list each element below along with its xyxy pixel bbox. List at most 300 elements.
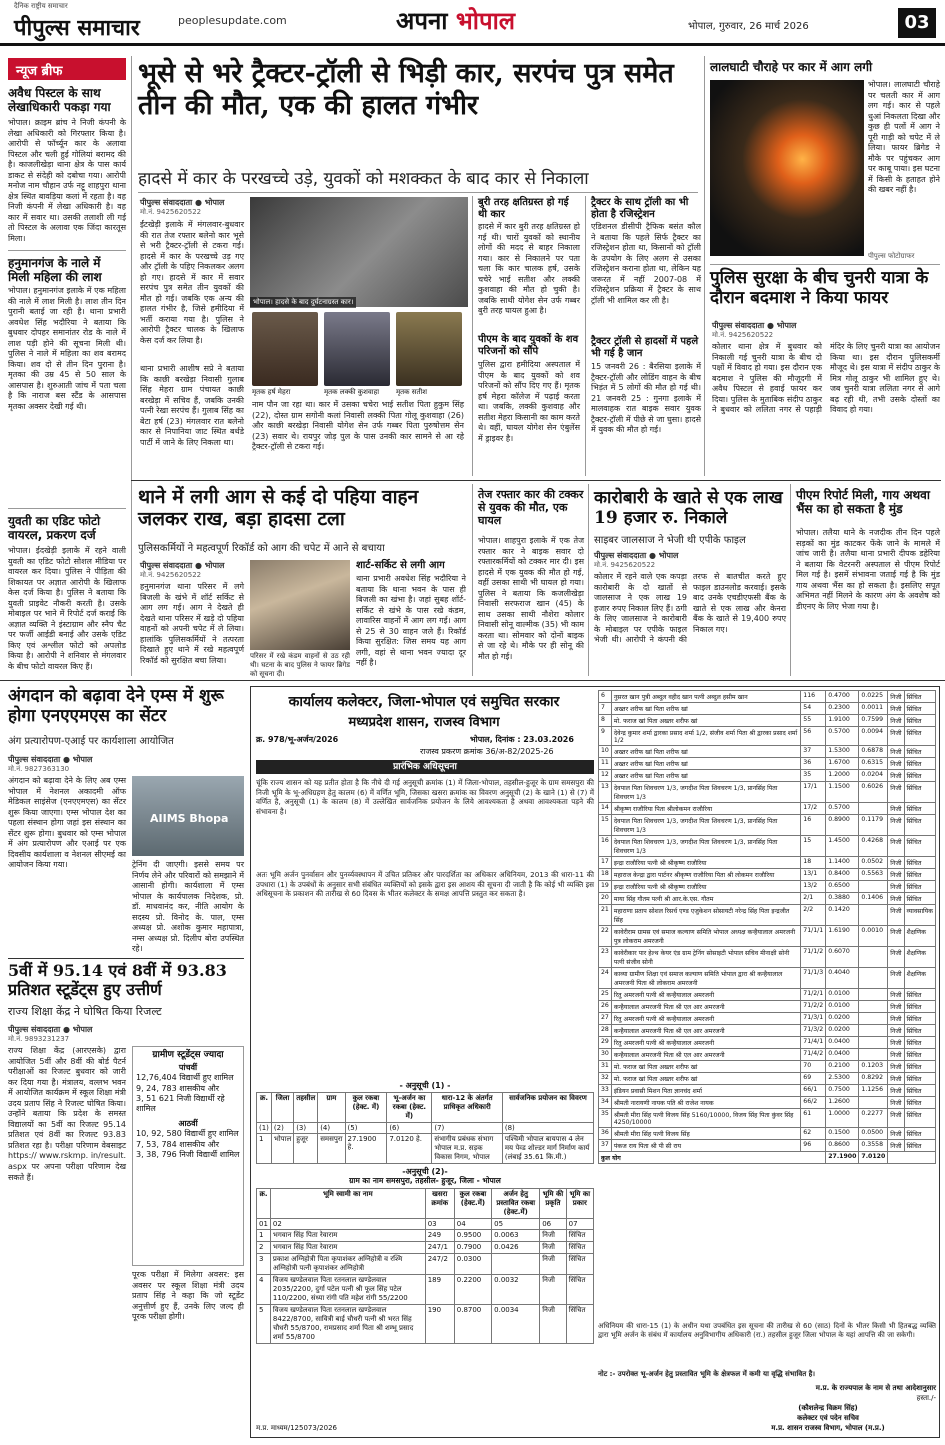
schedule-1-table xyxy=(256,1092,594,1164)
lead-mobile: मो.नं. 9425620522 xyxy=(140,208,202,216)
table-cell: 22 xyxy=(599,926,612,947)
table-cell: सिंचित xyxy=(904,857,935,869)
table-cell: निजी xyxy=(540,1242,566,1254)
table-row xyxy=(257,1254,594,1275)
table-cell: 0.4268 xyxy=(859,836,888,857)
table-row xyxy=(599,758,936,770)
table-cell: 19 xyxy=(599,881,612,893)
table-cell: 190 xyxy=(425,1305,454,1344)
table-cell: 0.0094 xyxy=(859,727,888,746)
table-cell: 0.8600 xyxy=(826,1140,859,1152)
table-cell: निजी xyxy=(888,703,904,715)
table-cell xyxy=(859,881,888,893)
table-cell: निजी xyxy=(888,715,904,727)
table-cell: सिंचित xyxy=(904,691,935,703)
table-row xyxy=(599,1025,936,1037)
table-row xyxy=(599,1073,936,1085)
table-cell: 18 xyxy=(599,869,612,881)
divider xyxy=(8,508,126,509)
table-cell: (7) xyxy=(432,1123,502,1134)
table-cell: 71/4/2 xyxy=(801,1049,826,1061)
table-cell: 1.5300 xyxy=(826,746,859,758)
table-cell: भगवान सिंह पिता रेवाराम xyxy=(270,1242,425,1254)
table-cell: श्रीमती मीरा सिंह पत्नी विजय सिंह 5160/10000, विजय सिंह पिता कुंवर सिंह 4250/10000 xyxy=(611,1109,800,1128)
table-cell: काव्या ग्रामीण शिक्षा एवं समाज कल्याण समिति भोपाल द्वारा श्री कन्हैयालाल अमरजनी पिता श्री लोकराम अमरजनी xyxy=(611,968,800,989)
table-cell: 71/2/2 xyxy=(801,1001,826,1013)
notice-footer-ref: म.प्र. माध्यम/125073/2026 xyxy=(256,1424,337,1432)
table-cell: कुल योग xyxy=(599,1152,826,1164)
table-cell: सिंचित xyxy=(904,727,935,746)
table-cell: 0.1500 xyxy=(826,1128,859,1140)
table-cell: 35 xyxy=(599,1109,612,1128)
table-cell: निजी xyxy=(888,815,904,836)
table-cell: 02 xyxy=(270,1219,425,1230)
table-cell: भगवान सिंह पिता रेवाराम xyxy=(270,1230,425,1242)
table-cell: निजी xyxy=(888,881,904,893)
table-cell: सिंचित xyxy=(904,770,935,782)
thana-fire-caption: परिसर में रखे कंडम वाहनों से उठ रही थी। घटना के बाद पुलिस ने फायर ब्रिगेड को सूचना दी। xyxy=(250,652,350,679)
table-cell: नुसरत खान पुत्री अब्दुल वहीद खान पत्नी अब्दुल हसीम खान xyxy=(611,691,800,703)
table-cell: 4 xyxy=(257,1275,271,1305)
table-cell: 0.6878 xyxy=(859,746,888,758)
table-row xyxy=(599,1061,936,1073)
table-cell: 0.7900 xyxy=(454,1242,491,1254)
table-cell: 0.6026 xyxy=(859,782,888,803)
aiims-photo-label: AIIMS Bhopa xyxy=(150,812,229,825)
notice-title-2: मध्यप्रदेश शासन, राजस्व विभाग xyxy=(348,715,500,730)
notice-officer-dept: म.प्र. शासन राजस्व विभाग, भोपाल (म.प्र.) xyxy=(771,1424,885,1432)
table-cell: 16 xyxy=(599,836,612,857)
board-result-subhead: राज्य शिक्षा केंद्र ने घोषित किया रिजल्ट xyxy=(8,1005,162,1018)
table-cell: 04 xyxy=(454,1219,491,1230)
table-cell: सिंचित xyxy=(904,869,935,881)
table-row xyxy=(257,1275,594,1305)
lead-side2-title: पीएम के बाद युवकों के शव परिजनों को सौंपे xyxy=(478,334,579,357)
table-cell: 0.0011 xyxy=(859,703,888,715)
schedule-1-title: - अनुसूची (1) - xyxy=(399,1081,451,1090)
table-cell: 0.1420 xyxy=(826,905,859,926)
fifth-stat-1: 12,76,404 विद्यार्थी हुए शामिल xyxy=(136,1073,234,1083)
notice-title: कार्यालय कलेक्टर, जिला-भोपाल एवं समुचित सरकार xyxy=(288,694,560,710)
table-cell: निजी xyxy=(888,836,904,857)
table-cell xyxy=(859,1025,888,1037)
table-cell: शैक्षणिक xyxy=(904,968,935,989)
table-cell: 249 xyxy=(425,1230,454,1242)
table-header: भूमि की प्रकृति xyxy=(540,1189,566,1219)
table-row xyxy=(599,1037,936,1049)
table-cell: सिंचित xyxy=(904,1109,935,1128)
lead-side-text: हादसे में कार बुरी तरह क्षतिग्रस्त हो गई थी। चारों युवकों को स्थानीय लोगों की मदद से बाहर निकाला गया। कार से निकालने पर पता चला कि कार चालक हर्ष, उसके चचेरे भाई सतीश और लक्की कुशवाहा की मौत हो चुकी है। जबकि साथी योगेश सेन उर्फ गब्बर बुरी तरह घायल हुआ है। xyxy=(478,222,580,316)
table-cell: निजी xyxy=(888,1049,904,1061)
table-cell xyxy=(859,1097,888,1109)
eighth-stat-1: 10, 92, 580 विद्यार्थी हुए शामिल xyxy=(136,1129,239,1139)
table-row xyxy=(599,703,936,715)
table-cell: 14 xyxy=(599,803,612,815)
chunri-headline: पुलिस सुरक्षा के बीच चुनरी यात्रा के दौरान बदमाश ने किया फायर xyxy=(710,268,929,309)
table-cell: 0.0502 xyxy=(859,857,888,869)
column-divider xyxy=(585,196,586,476)
website-link[interactable]: peoplesupdate.com xyxy=(178,14,287,27)
notice-case-no: राजस्व प्रकरण क्रमांक 36/अ-82/2025-26 xyxy=(420,747,554,756)
table-cell: विजय खण्डेलवाल पिता रतनलाल खण्डेलवाल 8422/8700, सावित्री बाई चौधरी पत्नी श्री भरत सिंह चौधरी 55/8700, रामप्रसाद शर्मा पिता श्री शम्भू प्रसाद शर्मा 55/8700 xyxy=(270,1305,425,1344)
table-cell: अख्तर शरीफ खां पिता शरीफ खां xyxy=(611,746,800,758)
brief-2-text: भोपाल। हनुमानगंज इलाके में एक महिला की नाले में लाश मिली है। लाश तीन दिन पुरानी बताई जा रही है। थाना प्रभारी अवधेश सिंह भदौरिया ने बताया कि बुधवार दोपहर समानांतर रोड के नाले में लाश पड़ी होने की सूचना मिली थी। पुलिस ने नाले में महिला का शव बरामद किया। शव दो से तीन दिन पुराना है। मृतका की उम्र 45 से 50 साल के आसपास है। शुरुआती जांच में पता चला है कि नाराज बस स्टैंड के आसपास मृतका अक्सर देखी गई थी। xyxy=(8,286,126,412)
table-cell: 01 xyxy=(257,1219,271,1230)
table-cell: 24 xyxy=(599,968,612,989)
table-cell: 17 xyxy=(599,857,612,869)
table-cell: सिंचित xyxy=(904,1001,935,1013)
table-header: क्र. xyxy=(257,1189,271,1219)
table-cell: संभागीय प्रबंधक संभाग भोपाल म.प्र. सड़क विकास निगम, भोपाल xyxy=(432,1134,502,1164)
table-cell: 0.0200 xyxy=(826,1025,859,1037)
newspaper-logo: पीपुल्स समाचार xyxy=(14,15,140,41)
table-cell: विजय खण्डेलवाल पिता रतनलाल खण्डेलवाल 2035/2200, दुर्गा पटेल पत्नी श्री फूल सिंह पटेल 110/2200, संध्या रांगी पति महेश रांगी 55/2200 xyxy=(270,1275,425,1305)
table-header: कुल रकबा (हेक्ट. में) xyxy=(345,1093,387,1123)
table-cell: 06 xyxy=(540,1219,566,1230)
total-row xyxy=(599,1152,936,1164)
column-divider xyxy=(790,484,791,676)
board-note: पूरक परीक्षा में मिलेगा अवसर: इस अवसर पर स्कूल शिक्षा मंत्री उदय प्रताप सिंह ने कहा कि जो स्टूडेंट अनुत्तीर्ण हुए हैं, उनके लिए जल्द ही पूरक परीक्षा होगी। xyxy=(132,1270,244,1322)
table-cell: पश्चिमी भोपाल बायपास 4 लेन मय पेव्ड शोल्डर मार्ग निर्माण कार्य (लंबाई 35.61 कि.मी.) xyxy=(502,1134,593,1164)
table-cell: 32 xyxy=(599,1073,612,1085)
table-cell: (3) xyxy=(294,1123,318,1134)
table-cell: 0.0100 xyxy=(826,1001,859,1013)
table-cell: निजी xyxy=(888,1037,904,1049)
table-cell: 25 xyxy=(599,989,612,1001)
lead-side2-text: पुलिस द्वारा हमीदिया अस्पताल में पीएम के बाद युवकों को शव परिजनों को सौंप दिए गए हैं। मृतक हर्ष मेहरा कॉलेज में पढ़ाई करता था। जबकि, लक्की कुशवाह और सतीश मेहरा किसानी का काम करते थे। वहीं, घायल योगेश सेन एंबुलेंस में ड्राइवर है। xyxy=(478,360,580,443)
schedule-2-title: -अनुसूची (2)- xyxy=(402,1167,448,1176)
table-cell: 2/2 xyxy=(801,905,826,926)
table-cell: इन्द्रा राजौरिया पत्नी श्री श्रीकृष्ण राजौरिया xyxy=(611,857,800,869)
table-cell: निजी xyxy=(888,1073,904,1085)
table-cell: सिंचित xyxy=(904,1085,935,1097)
fraud-headline: कारोबारी के खाते से एक लाख 19 हजार रु. निकाले xyxy=(594,488,783,529)
previous-accidents-title: ट्रैक्टर ट्रॉली से हादसों में पहले भी गई है जान xyxy=(591,336,699,359)
table-row xyxy=(599,1013,936,1025)
table-cell: निजी xyxy=(888,727,904,746)
rural-box-title: ग्रामीण स्टूडेंट्स ज्यादा xyxy=(152,1050,224,1060)
table-cell xyxy=(859,1013,888,1025)
table-cell: 20 xyxy=(599,893,612,905)
table-cell: निजी xyxy=(888,1085,904,1097)
table-row xyxy=(599,968,936,989)
table-cell: निजी xyxy=(888,869,904,881)
table-cell: (2) xyxy=(271,1123,293,1134)
table-cell: 61 xyxy=(801,1109,826,1128)
fifth-stat-3: 3, 51 621 निजी विद्यार्थी रहे शामिल xyxy=(136,1093,225,1114)
table-cell: 0.0300 xyxy=(454,1254,491,1275)
table-cell: 1.6190 xyxy=(826,926,859,947)
table-cell: शैक्षणिक xyxy=(904,926,935,947)
table-cell: निजी xyxy=(888,803,904,815)
schedule-1-number-row xyxy=(257,1123,594,1134)
table-cell: कावेरीराम ग्रामस एवं समाज कल्याण समिति भोपाल अध्यक्ष कन्हैयालाल अमरजनी पुत्र लोकराम अमरजनी xyxy=(611,926,800,947)
table-cell: निजी xyxy=(888,893,904,905)
table-row xyxy=(599,1128,936,1140)
table-cell: 30 xyxy=(599,1049,612,1061)
dateline: भोपाल, गुरुवार, 26 मार्च 2026 xyxy=(688,21,809,32)
table-cell: सिंचित xyxy=(904,1037,935,1049)
table-cell: सिंचित xyxy=(904,881,935,893)
table-cell: सिंचित xyxy=(904,703,935,715)
table-row xyxy=(257,1230,594,1242)
table-cell: 15 xyxy=(599,815,612,836)
table-cell: 27.1900 हे. xyxy=(345,1134,387,1164)
car-fire-photo xyxy=(710,80,864,256)
table-cell xyxy=(859,905,888,926)
table-cell: कावेरीकार पार हेल्थ केयर एंड ग्राम ट्रेनिंग सोसाइटी भोपाल सचिव मीनाक्षी सोनी पत्नी संजीव सोनी xyxy=(611,947,800,968)
table-cell: 71/1/1 xyxy=(801,926,826,947)
fifth-stat-2: 9, 24, 783 शासकीय और xyxy=(136,1083,220,1093)
notice-officer-title: कलेक्टर एवं पदेन सचिव xyxy=(797,1414,859,1422)
table-cell: 0.8900 xyxy=(826,815,859,836)
table-row xyxy=(599,803,936,815)
fraud-mobile: मो.नं. 9425620522 xyxy=(594,561,656,569)
table-cell xyxy=(859,1001,888,1013)
table-row xyxy=(599,926,936,947)
table-cell: 66/1 xyxy=(801,1085,826,1097)
board-text: राज्य शिक्षा केंद्र (आरएसके) द्वारा आयोजित 5वीं और 8वीं की बोर्ड पैटर्न परीक्षाओं का रिजल्ट बुधवार को जारी कर दिया गया है। मंत्रालय, वल्लभ भवन में आयोजित कार्यक्रम में स्कूल शिक्षा मंत्री उदय प्रताप सिंह ने रिजल्ट घोषित किया। उन्होंने बताया कि प्रदेश के समस्त विद्यालयों का 5वीं का रिजल्ट 95.14 प्रतिशत एवं 8वीं का रिजल्ट 93.83 प्रतिशत रहा है। परीक्षा परिणाम वेबसाइट https:// www.rskmp. in/result. aspx पर अपना परीक्षा परिणाम देख सकते हैं। xyxy=(8,1046,126,1182)
board-mobile: मो.नं. 9893231237 xyxy=(8,1035,70,1043)
previous-accidents-text: 15 जनवरी 26 : बैरसिया इलाके में ट्रैक्टर-ट्रॉली और लोडिंग वाहन के बीच भिड़ंत में 5 लोगों की मौत हो गई थी। 21 जनवरी 25 : गुनगा इलाके में मालवाहक रात बाइक सवार युवक ट्रैक्टर-ट्रॉली में पीछे से जा घुसा। हादसे में युवक की मौत हो गई। xyxy=(591,362,701,435)
table-cell: (1) xyxy=(257,1123,272,1134)
divider xyxy=(8,250,126,251)
lead-side-title: बुरी तरह क्षतिग्रस्त हो गई थी कार xyxy=(478,197,569,220)
table-row xyxy=(257,1134,594,1164)
table-cell: 1 xyxy=(257,1134,272,1164)
table-cell: 0.4040 xyxy=(826,968,859,989)
table-cell: शैक्षणिक xyxy=(904,947,935,968)
lead-headline: भूसे से भरे ट्रैक्टर-ट्रॉली से भिड़ी कार, सरपंच पुत्र समेत तीन की मौत, एक की हालत गंभीर xyxy=(138,58,674,121)
rural-students-box xyxy=(132,1046,244,1266)
table-cell: 71/3/1 xyxy=(801,1013,826,1025)
notice-date: भोपाल, दिनांक : 23.03.2026 xyxy=(470,735,574,744)
table-cell: 116 xyxy=(801,691,826,703)
schedule-1-header-row xyxy=(257,1093,594,1123)
table-cell: श्रीमती मीरा सिंह पत्नी विजय सिंह xyxy=(611,1128,800,1140)
table-cell: निजी xyxy=(888,1097,904,1109)
table-header: भूमि का प्रकार xyxy=(566,1189,593,1219)
table-row xyxy=(599,715,936,727)
table-header: ग्राम xyxy=(318,1093,345,1123)
table-cell: 8 xyxy=(599,715,612,727)
table-cell: सिंचित xyxy=(904,1140,935,1152)
table-cell xyxy=(859,968,888,989)
divider xyxy=(8,958,244,959)
table-cell: 1.0000 xyxy=(826,1109,859,1128)
table-cell: 0.2277 xyxy=(859,1109,888,1128)
table-cell: 0.4700 xyxy=(826,691,859,703)
lead-column-1: ईंटखेड़ी इलाके में मंगलवार-बुधवार की रात तेज रफ्तार बलेनो कार भूसे से भरी ट्रैक्टर-ट्रॉली से टकरा गई। हादसे में कार के परखच्चे उड़ गए और ट्रॉली के पहिए निकलकर अलग हो गए। हादसे में कार में सवार सरपंच पुत्र समेत तीन युवकों की मौत हो गई। जबकि एक अन्य की हालत गंभीर है, जिसे हमीदिया में भर्ती कराया गया है। पुलिस ने आरोपी ट्रैक्टर चालक के खिलाफ केस दर्ज कर लिया है। xyxy=(140,220,244,346)
table-cell: 71/1/2 xyxy=(801,947,826,968)
table-cell: 0.2300 xyxy=(826,703,859,715)
victim-name-1: मृतक हर्ष मेहरा xyxy=(252,388,291,396)
table-row xyxy=(599,1085,936,1097)
table-cell: देवपाल पिता शिवचरण 1/3, जगदीश पिता शिवचरण 1/3, प्रानसिंह पिता शिवचरण 1/3 xyxy=(611,836,800,857)
table-cell: निजी xyxy=(888,905,904,926)
table-row xyxy=(599,1109,936,1128)
lead-column-3: नाम पौन जा रहा था। कार में उसका चचेरा भाई सतीश पिता हुकुम सिंह (22), दोस्त ग्राम सगोनी कलां निवासी लक्की पिता गोलू कुशवाहा (26) और काछी बरखेड़ा निवासी योगेश सेन उर्फ गब्बर पिता पुरुषोत्तम सेन (23) सवार थे। रायपुर जोड़ पुल के पास उनकी कार सामने से आ रहे ट्रैक्टर-ट्रॉली से टकरा गई। xyxy=(252,400,464,452)
lead-byline: पीपुल्स संवाददाता ● भोपाल xyxy=(140,198,225,207)
table-cell xyxy=(859,1049,888,1061)
table-cell: निजी xyxy=(888,989,904,1001)
notice-officer-name: (कौशलेन्द्र विक्रम सिंह) xyxy=(798,1404,858,1412)
table-row xyxy=(599,727,936,746)
table-cell: 0.0225 xyxy=(859,691,888,703)
aiims-subhead: अंग प्रत्यारोपण-एआई पर कार्यशाला आयोजित xyxy=(8,736,174,747)
table-cell: 3 xyxy=(257,1254,271,1275)
table-cell: रितु अमरजनी पत्नी श्री कन्हैयालाल अमरजनी xyxy=(611,1037,800,1049)
table-header: भू-अर्जन का रकबा (हेक्ट. में) xyxy=(387,1093,432,1123)
table-cell: (6) xyxy=(387,1123,432,1134)
table-cell: मो. फराज खां पिता अख्तर शरीफ खां xyxy=(611,715,800,727)
table-cell: देवेन्द्र कुमार शर्मा द्वारका प्रसाद शर्मा 1/2, संजीव शर्मा पिता श्री द्वारका प्रसाद शर्मा 1/2 xyxy=(611,727,800,746)
table-cell: 17/1 xyxy=(801,782,826,803)
eighth-label: आठवीं xyxy=(178,1118,198,1128)
table-cell: 0.0500 xyxy=(859,1128,888,1140)
table-cell: 0.6315 xyxy=(859,758,888,770)
short-circuit-text: थाना प्रभारी अवधेश सिंह भदौरिया ने बताया कि थाना भवन के पास ही बिजली का खंभा है। जहां सुबह शॉर्ट-सर्किट से खंभे के पास रखे कंडम, लावारिस वाहनों में आग लग गई। आग से 25 से 30 वाहन जले हैं। रिकॉर्ड किया सुरक्षित: जिस समय यह आग लगी, वहां से थाना भवन ज्यादा दूर नहीं है। xyxy=(356,574,466,668)
victim-photo-2 xyxy=(324,312,390,386)
table-cell: समसपुरा xyxy=(318,1134,345,1164)
notice-heading: प्रारंभिक अधिसूचना xyxy=(256,760,594,774)
table-cell: निजी xyxy=(888,1001,904,1013)
table-cell: 9 xyxy=(599,727,612,746)
table-cell: निजी xyxy=(888,1025,904,1037)
accident-text: भोपाल। शाहपुरा इलाके में एक तेज रफ्तार कार ने बाइक सवार दो रफ्तारकर्मियों को टक्कर मार दी। इस हादसे में एक युवक की मौत हो गई, वहीं उसका साथी भी घायल हो गया। पुलिस ने बताया कि कजलीखेड़ा निवासी सरफराज खान (45) के साथ उसका साथी नौशेरा कोलार निवासी सोनू वाल्मीक (35) भी काम करता था। सोमवार को दोनों बाइक से जा रहे थे। मौके पर ही सोनू की मौत हो गई। xyxy=(478,536,584,662)
table-cell: सिंचित xyxy=(566,1305,593,1344)
table-cell: 70 xyxy=(801,1061,826,1073)
table-cell: सिंचित xyxy=(904,836,935,857)
pm-report-text: भोपाल। तलैया थाने के नजदीक तीन दिन पहले सड़कों का मुंड काटकर फेंके जाने के मामले में जांच जारी है। तलैया थाना प्रभारी दीपक डहेरिया ने बताया कि वेटरनरी अस्पताल से पीएम रिपोर्ट मिल गई है। इसमें संभावना जताई गई है कि मुंड गाय अथवा भैंस का हो सकता है। इसलिए सपूत अभिमत नहीं मिलने के कारण अंग के अवशेष को डीएनए के लिए भेजा गया है। xyxy=(796,528,940,611)
table-cell: 0.0010 xyxy=(859,926,888,947)
table-cell: सिंचित xyxy=(904,893,935,905)
table-cell xyxy=(859,1037,888,1049)
table-cell: 62 xyxy=(801,1128,826,1140)
table-cell: 0.0400 xyxy=(826,1037,859,1049)
table-cell: निजी xyxy=(888,1109,904,1128)
table-cell: सिंचित xyxy=(904,989,935,1001)
table-cell: 0.7500 xyxy=(826,1085,859,1097)
table-cell: निजी xyxy=(888,1061,904,1073)
board-byline: पीपुल्स संवाददाता ● भोपाल xyxy=(8,1025,93,1034)
logo-tagline: दैनिक राष्ट्रीय समाचार xyxy=(14,2,68,10)
car-fire-title: लालघाटी चौराहे पर कार में आग लगी xyxy=(710,60,873,74)
registration-text: एडिशनल डीसीपी ट्रैफिक बसंत कौल ने बताया कि पहले सिर्फ ट्रैक्टर का रजिस्ट्रेशन होता था, किसानों को ट्रॉली के उपयोग के लिए अलग से उसका रजिस्ट्रेशन कराना होता था, लेकिन यह जरूरत में नहीं 2007-08 में रजिस्ट्रेशन प्रक्रिया में ट्रैक्टर के साथ ट्रॉली भी शामिल कर ली है। xyxy=(591,222,701,305)
table-row xyxy=(599,782,936,803)
table-cell: 2/1 xyxy=(801,893,826,905)
table-cell: 23 xyxy=(599,947,612,968)
table-cell: सिंचित xyxy=(904,1073,935,1085)
brief-3-text: भोपाल। ईदखेड़ी इलाके में रहने वाली युवती का एडिट फोटो सोशल मीडिया पर वायरल कर दिया। पुलिस ने पीड़िता की शिकायत पर अज्ञात आरोपी के खिलाफ केस दर्ज किया है। पुलिस ने बताया कि युवती प्राइवेट नौकरी करती है। उसके मोबाइल पर भाने में रिपोर्ट दर्ज कराई कि अज्ञात व्यक्ति ने इंस्टाग्राम और स्नैप चैट पर फर्जी आईडी बनाई और उसके एडिट किए एवं अश्लील फोटो को अपलोड किया है। आरोपी ने शनिवार से मंगलवार के बीच फोटो वायरल किए हैं। xyxy=(8,546,126,672)
table-cell: 33 xyxy=(599,1085,612,1097)
table-cell: 13 xyxy=(599,782,612,803)
aiims-byline: पीपुल्स संवाददाता ● भोपाल xyxy=(8,755,93,764)
victim-photo-1 xyxy=(252,312,318,386)
table-cell xyxy=(859,989,888,1001)
table-cell: 0.0063 xyxy=(492,1230,540,1242)
table-row xyxy=(257,1305,594,1344)
table-header: तहसील xyxy=(294,1093,318,1123)
table-cell: हुजूर xyxy=(294,1134,318,1164)
table-cell: निजी xyxy=(888,947,904,968)
table-cell: महाराज केन्द्रा द्वारा पार्टनर श्रीकृष्ण राजौरिया पिता श्री लोकमन राजौरिया xyxy=(611,869,800,881)
section-accent: भोपाल xyxy=(455,6,516,35)
fraud-text: कोलार में रहने वाले एक कपड़ा कारोबारी के दो खातों से जालसाज ने एक लाख 19 हजार रुपए निकाल लिए हैं। ठगी के लिए जालसाज ने कारोबारी के मोबाइल पर एपीके फाइल भेजी थी। आरोपी ने कंपनी की तरफ से बातचीत करते हुए फाइल डाउनलोड करवाई। इसके बाद उनके एचडीएफसी बैंक के खाते से एक लाख और केनरा बैंक के खाते से 19,400 रुपए निकाल गए। xyxy=(594,572,786,645)
table-cell: निजी xyxy=(888,770,904,782)
table-cell: 26 xyxy=(599,1001,612,1013)
table-cell: 35 xyxy=(801,770,826,782)
table-cell: 0.3558 xyxy=(859,1140,888,1152)
table-cell: 37 xyxy=(599,1140,612,1152)
table-cell: कन्हैयालाल अमरजनी पिता श्री एल आर अमरजनी xyxy=(611,1025,800,1037)
aiims-headline: अंगदान को बढ़ावा देने एम्स में शुरू होगा एनएएमएस का सेंटर xyxy=(8,686,224,727)
table-cell: निजी xyxy=(540,1254,566,1275)
table-cell: 0.0032 xyxy=(492,1275,540,1305)
fifth-label: पांचवीं xyxy=(178,1062,198,1072)
table-cell: 1.4500 xyxy=(826,836,859,857)
table-cell: सिंचित xyxy=(566,1275,593,1305)
table-cell: 2 xyxy=(257,1242,271,1254)
table-cell: 0.8292 xyxy=(859,1073,888,1085)
table-cell: अख्तर शरीफ खां पिता शरीफ खां xyxy=(611,703,800,715)
table-cell: कन्हैयालाल अमरजनी पिता श्री एल आर अमरजनी xyxy=(611,1001,800,1013)
thana-fire-mobile: मो.नं. 9425620522 xyxy=(140,571,202,579)
table-cell: 0.2100 xyxy=(826,1061,859,1073)
table-header: सार्वजनिक प्रयोजन का विवरण xyxy=(502,1093,593,1123)
table-cell: निजी xyxy=(888,1013,904,1025)
table-cell: 1 xyxy=(257,1230,271,1242)
table-row xyxy=(599,1140,936,1152)
fraud-byline: पीपुल्स संवाददाता ● भोपाल xyxy=(594,551,679,560)
table-row xyxy=(599,1001,936,1013)
column-divider xyxy=(131,56,132,676)
table-cell: इन्द्रा राजौरिया पत्नी श्री श्रीकृष्ण राजौरिया xyxy=(611,881,800,893)
notice-footer-text: अधिनियम की धारा-15 (1) के अधीन यथा उपबंधित इस सूचना की तारीख से 60 (साठ) दिनों के भीतर किसी भी हितबद्ध व्यक्ति द्वारा भूमि अर्जन के संबंध में कार्यालय अनुविभागीय अधिकारी (रा.) तहसील हुजूर जिला भोपाल के यहां आपत्ति की जा सकेगी। xyxy=(598,1322,936,1340)
eighth-stat-3: 3, 38, 796 निजी विद्यार्थी शामिल xyxy=(136,1149,240,1159)
table-cell: 0.1203 xyxy=(859,1061,888,1073)
table-cell: (4) xyxy=(318,1123,345,1134)
table-cell: भोपाल xyxy=(271,1134,293,1164)
table-cell: इंडियन प्रवासी मिशन पिता ज्ञानचंद शर्मा xyxy=(611,1085,800,1097)
table-cell xyxy=(859,803,888,815)
table-cell: 17/2 xyxy=(801,803,826,815)
table-cell: 71/3/2 xyxy=(801,1025,826,1037)
registration-title: ट्रैक्टर के साथ ट्रॉली का भी होता है रजिस्ट्रेशन xyxy=(591,197,689,220)
table-cell: 16 xyxy=(801,815,826,836)
table-cell: 0.0034 xyxy=(492,1305,540,1344)
table-cell: 36 xyxy=(599,1128,612,1140)
table-cell: सिंचित xyxy=(904,1049,935,1061)
table-cell: 0.6070 xyxy=(826,947,859,968)
table-cell: निजी xyxy=(888,857,904,869)
table-cell: अख्तर शरीफ खां पिता शरीफ खां xyxy=(611,758,800,770)
table-cell: निजी xyxy=(540,1230,566,1242)
table-cell: रितु अमरजनी पत्नी श्री कन्हैयालाल अमरजनी xyxy=(611,989,800,1001)
table-cell: 0.0100 xyxy=(826,989,859,1001)
accident-headline: तेज रफ्तार कार की टक्कर से युवक की मौत, एक घायल xyxy=(478,488,584,528)
crashed-car-photo xyxy=(250,197,468,307)
table-cell: 247/2 xyxy=(425,1254,454,1275)
table-cell: 1.1500 xyxy=(826,782,859,803)
section-prefix: अपना xyxy=(396,6,456,35)
table-cell: 0.5563 xyxy=(859,869,888,881)
table-cell: सिंचित xyxy=(566,1242,593,1254)
table-cell: 0.5700 xyxy=(826,803,859,815)
lead-column-2: थाना प्रभारी आशीष सप्रे ने बताया कि काछी बरखेड़ा निवासी गुलाब सिंह मेहरा ग्राम पंचायत काछी बरखेड़ा में सचिव हैं, जबकि उनकी पत्नी रेखा सरपंच हैं। गुलाब सिंह का बेटा हर्ष (23) मंगलवार रात बलेनो कार से निपानिया जाट स्थित बर्थडे पार्टी में जाने के लिए निकला था। xyxy=(140,364,244,447)
board-result-headline: 5वीं में 95.14 एवं 8वीं में 93.83 प्रतिशत स्टूडेंट्स हुए उत्तीर्ण xyxy=(8,961,227,999)
table-cell: सिंचित xyxy=(904,758,935,770)
